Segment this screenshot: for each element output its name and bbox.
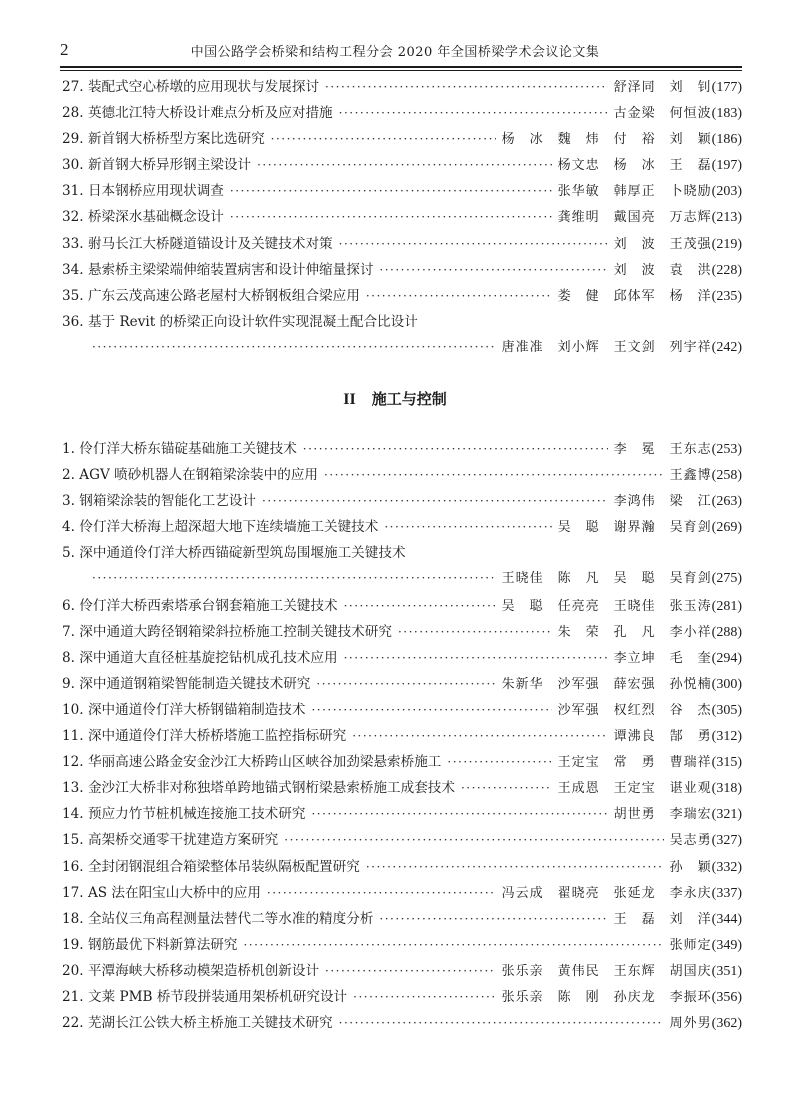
toc-entry bbox=[62, 205, 742, 231]
entry-title: 34. 悬索桥主梁梁端伸缩装置病害和设计伸缩量探讨 bbox=[62, 261, 374, 278]
dot-leader bbox=[92, 571, 496, 585]
dot-leader bbox=[366, 860, 664, 874]
toc-entry bbox=[62, 127, 742, 153]
dot-leader bbox=[284, 833, 663, 847]
entry-page: (219) bbox=[711, 236, 742, 252]
entry-page: (281) bbox=[711, 598, 742, 614]
entry-page: (332) bbox=[711, 859, 742, 875]
dot-leader bbox=[379, 263, 607, 277]
toc-entry bbox=[62, 463, 742, 489]
entry-page: (253) bbox=[711, 442, 742, 457]
dot-leader bbox=[344, 599, 496, 613]
entry-title: 32. 桥梁深水基础概念设计 bbox=[62, 209, 224, 226]
dot-leader bbox=[324, 468, 664, 482]
entry-page: (356) bbox=[711, 989, 742, 1005]
entry-title: 7. 深中通道大跨径钢箱梁斜拉桥施工控制关键技术研究 bbox=[62, 623, 392, 640]
toc-entry bbox=[62, 620, 742, 646]
entry-authors: 王晓佳 陈 凡 吴 聪 吴育剑 bbox=[501, 571, 712, 587]
entry-authors: 朱新华 沙军强 薛宏强 孙悦楠 bbox=[501, 676, 712, 692]
entry-page: (362) bbox=[711, 1016, 742, 1032]
entry-authors: 王鑫博 bbox=[669, 468, 712, 484]
dot-leader bbox=[311, 703, 551, 717]
entry-title: 18. 全站仪三角高程测量法替代二等水准的精度分析 bbox=[62, 910, 374, 927]
entry-authors: 舒泽同 刘 钊 bbox=[613, 80, 712, 95]
toc-entry bbox=[62, 776, 742, 802]
entry-authors: 娄 健 邱体军 杨 洋 bbox=[557, 288, 712, 304]
dot-leader bbox=[339, 237, 608, 251]
toc-entry bbox=[62, 724, 742, 750]
dot-leader bbox=[262, 494, 608, 508]
entry-authors: 谭沸良 郜 勇 bbox=[613, 729, 712, 745]
toc-entry bbox=[62, 232, 742, 258]
section-title: 施工与控制 bbox=[371, 390, 447, 408]
entry-title: 6. 伶仃洋大桥西索塔承台钢套箱施工关键技术 bbox=[62, 597, 338, 614]
toc-entry bbox=[62, 672, 742, 698]
entry-page: (321) bbox=[711, 807, 742, 823]
entry-title: 30. 新首钢大桥异形钢主梁设计 bbox=[62, 157, 252, 174]
entry-authors: 朱 荣 孔 凡 李小祥 bbox=[557, 624, 712, 640]
toc-list-top bbox=[62, 75, 742, 362]
entry-authors: 李 冕 王东志 bbox=[613, 442, 712, 457]
entry-page: (300) bbox=[711, 676, 742, 692]
entry-title: 31. 日本钢桥应用现状调查 bbox=[62, 183, 224, 200]
entry-title: 22. 芜湖长江公铁大桥主桥施工关键技术研究 bbox=[62, 1015, 333, 1032]
entry-authors: 周外男 bbox=[669, 1016, 712, 1032]
entry-authors: 胡世勇 李瑞宏 bbox=[613, 807, 712, 823]
entry-authors: 古金梁 何恒波 bbox=[613, 106, 712, 122]
entry-title: 29. 新首钢大桥桥型方案比选研究 bbox=[62, 131, 265, 148]
header-rule-thin bbox=[60, 70, 742, 71]
dot-leader bbox=[353, 990, 496, 1004]
toc-entry bbox=[62, 802, 742, 828]
dot-leader bbox=[447, 755, 551, 769]
toc-entry bbox=[62, 437, 742, 463]
entry-title: 28. 英德北江特大桥设计难点分析及应对措施 bbox=[62, 105, 333, 122]
entry-authors: 张华敏 韩厚正 卜晓励 bbox=[557, 184, 712, 200]
section-heading bbox=[0, 388, 790, 409]
running-header: 中国公路学会桥梁和结构工程分会 2020 年全国桥梁学术会议论文集 bbox=[190, 45, 600, 60]
entry-title: 13. 金沙江大桥非对称独塔单跨地锚式钢桁梁悬索桥施工成套技术 bbox=[62, 780, 455, 797]
entry-title: 20. 平潭海峡大桥移动模架造桥机创新设计 bbox=[62, 962, 320, 979]
entry-page: (183) bbox=[711, 106, 742, 122]
entry-page: (177) bbox=[711, 80, 742, 95]
entry-title: 27. 装配式空心桥墩的应用现状与发展探讨 bbox=[62, 79, 320, 95]
entry-title: 35. 广东云茂高速公路老屋村大桥钢板组合梁应用 bbox=[62, 287, 360, 304]
entry-title: 8. 深中通道大直径桩基旋挖钻机成孔技术应用 bbox=[62, 649, 338, 666]
entry-page: (186) bbox=[711, 132, 742, 148]
dot-leader bbox=[352, 729, 607, 743]
entry-page: (294) bbox=[711, 650, 742, 666]
toc-entry bbox=[62, 153, 742, 179]
entry-page: (327) bbox=[711, 833, 742, 849]
entry-authors: 刘 波 袁 洪 bbox=[613, 262, 712, 278]
entry-authors: 吴 聪 谢界瀚 吴育剑 bbox=[557, 520, 712, 536]
entry-title: 2. AGV 喷砂机器人在钢箱梁涂装中的应用 bbox=[62, 467, 319, 484]
toc-entry bbox=[62, 594, 742, 620]
dot-leader bbox=[303, 442, 608, 456]
toc-entry bbox=[62, 515, 742, 541]
entry-title: 1. 伶仃洋大桥东锚碇基础施工关键技术 bbox=[62, 441, 297, 457]
entry-title: 15. 高架桥交通零干扰建造方案研究 bbox=[62, 832, 279, 849]
dot-leader bbox=[243, 938, 663, 952]
entry-page: (312) bbox=[711, 729, 742, 745]
entry-authors: 李鸿伟 梁 江 bbox=[613, 494, 712, 510]
toc-entry bbox=[62, 310, 742, 336]
toc-entry bbox=[62, 698, 742, 724]
section-numeral: II bbox=[343, 391, 356, 408]
entry-page: (288) bbox=[711, 624, 742, 640]
dot-leader bbox=[325, 964, 496, 978]
entry-authors: 王定宝 常 勇 曹瑞祥 bbox=[557, 755, 712, 771]
dot-leader bbox=[384, 520, 551, 534]
entry-authors: 孙 颖 bbox=[669, 859, 712, 875]
entry-authors: 吴 聪 任亮亮 王晓佳 张玉涛 bbox=[501, 598, 712, 614]
header-rule bbox=[60, 66, 742, 68]
dot-leader bbox=[325, 80, 608, 94]
entry-title: 36. 基于 Revit 的桥梁正向设计软件实现混凝土配合比设计 bbox=[62, 313, 418, 330]
toc-entry bbox=[62, 646, 742, 672]
entry-page: (197) bbox=[711, 158, 742, 174]
entry-page: (263) bbox=[711, 494, 742, 510]
toc-entry bbox=[62, 75, 742, 101]
toc-entry bbox=[62, 985, 742, 1011]
toc-entry bbox=[62, 541, 742, 567]
toc-entry bbox=[62, 933, 742, 959]
toc-entry bbox=[62, 258, 742, 284]
entry-page: (315) bbox=[711, 755, 742, 771]
entry-authors: 刘 波 王茂强 bbox=[613, 236, 712, 252]
dot-leader bbox=[92, 340, 496, 354]
entry-authors: 张乐亲 陈 刚 孙庆龙 李振环 bbox=[501, 989, 712, 1005]
entry-page: (269) bbox=[711, 520, 742, 536]
entry-authors: 杨 冰 魏 炜 付 裕 刘 颖 bbox=[501, 132, 712, 148]
entry-title: 9. 深中通道钢箱梁智能制造关键技术研究 bbox=[62, 675, 311, 692]
dot-leader bbox=[379, 912, 607, 926]
entry-title: 17. AS 法在阳宝山大桥中的应用 bbox=[62, 884, 261, 901]
entry-page: (275) bbox=[711, 571, 742, 587]
entry-authors: 李立坤 毛 奎 bbox=[613, 650, 712, 666]
dot-leader bbox=[344, 651, 608, 665]
entry-authors: 张乐亲 黄伟民 王东辉 胡国庆 bbox=[501, 963, 712, 979]
entry-authors: 龚维明 戴国亮 万志辉 bbox=[557, 210, 712, 226]
entry-authors: 王 磊 刘 洋 bbox=[613, 911, 712, 927]
entry-page: (318) bbox=[711, 781, 742, 797]
dot-leader bbox=[267, 886, 496, 900]
dot-leader bbox=[257, 158, 552, 172]
entry-page: (203) bbox=[711, 184, 742, 200]
entry-page: (228) bbox=[711, 262, 742, 278]
dot-leader bbox=[316, 677, 495, 691]
entry-authors: 张师定 bbox=[669, 937, 712, 953]
entry-title: 16. 全封闭钢混组合箱梁整体吊装纵隔板配置研究 bbox=[62, 858, 360, 875]
toc-list-bottom bbox=[62, 437, 742, 1037]
entry-page: (344) bbox=[711, 911, 742, 927]
entry-title: 19. 钢筋最优下料新算法研究 bbox=[62, 936, 238, 953]
entry-title: 12. 华丽高速公路金安金沙江大桥跨山区峡谷加劲梁悬索桥施工 bbox=[62, 754, 442, 771]
entry-page: (242) bbox=[711, 339, 742, 355]
entry-title: 10. 深中通道伶仃洋大桥钢锚箱制造技术 bbox=[62, 701, 306, 718]
toc-entry bbox=[62, 1011, 742, 1037]
entry-authors: 杨文忠 杨 冰 王 磊 bbox=[557, 158, 712, 174]
entry-title: 33. 驸马长江大桥隧道锚设计及关键技术对策 bbox=[62, 235, 333, 252]
dot-leader bbox=[461, 781, 552, 795]
dot-leader bbox=[366, 289, 552, 303]
toc-entry bbox=[62, 179, 742, 205]
page-number: 2 bbox=[60, 40, 69, 59]
toc-entry bbox=[62, 284, 742, 310]
entry-page: (305) bbox=[711, 702, 742, 718]
dot-leader bbox=[311, 807, 607, 821]
entry-title: 11. 深中通道伶仃洋大桥桥塔施工监控指标研究 bbox=[62, 728, 347, 745]
toc-entry bbox=[62, 907, 742, 933]
entry-page: (213) bbox=[711, 210, 742, 226]
dot-leader bbox=[339, 1016, 664, 1030]
entry-title: 5. 深中通道伶仃洋大桥西锚碇新型筑岛围堰施工关键技术 bbox=[62, 545, 406, 562]
toc-entry bbox=[62, 881, 742, 907]
toc-entry bbox=[62, 750, 742, 776]
entry-page: (258) bbox=[711, 468, 742, 484]
dot-leader bbox=[230, 184, 552, 198]
toc-entry bbox=[62, 101, 742, 127]
entry-authors: 王成恩 王定宝 谌业观 bbox=[557, 781, 712, 797]
dot-leader bbox=[271, 132, 496, 146]
toc-entry bbox=[62, 489, 742, 515]
toc-entry bbox=[62, 855, 742, 881]
toc-entry bbox=[62, 336, 742, 362]
entry-page: (349) bbox=[711, 937, 742, 953]
dot-leader bbox=[398, 625, 552, 639]
entry-title: 3. 钢箱梁涂装的智能化工艺设计 bbox=[62, 493, 257, 510]
toc-entry bbox=[62, 828, 742, 854]
entry-authors: 吴志勇 bbox=[669, 833, 712, 849]
entry-title: 14. 预应力竹节桩机械连接施工技术研究 bbox=[62, 806, 306, 823]
entry-authors: 沙军强 权红烈 谷 杰 bbox=[557, 702, 712, 718]
entry-title: 4. 伶仃洋大桥海上超深超大地下连续墙施工关键技术 bbox=[62, 519, 379, 536]
entry-page: (351) bbox=[711, 963, 742, 979]
toc-entry bbox=[62, 567, 742, 593]
entry-authors: 唐准准 刘小辉 王文剑 列宇祥 bbox=[501, 339, 712, 355]
dot-leader bbox=[339, 106, 608, 120]
dot-leader bbox=[230, 210, 552, 224]
entry-page: (235) bbox=[711, 288, 742, 304]
entry-page: (337) bbox=[711, 885, 742, 901]
entry-title: 21. 文莱 PMB 桥节段拼装通用架桥机研究设计 bbox=[62, 988, 348, 1005]
entry-authors: 冯云成 翟晓亮 张延龙 李永庆 bbox=[501, 885, 712, 901]
toc-entry bbox=[62, 959, 742, 985]
